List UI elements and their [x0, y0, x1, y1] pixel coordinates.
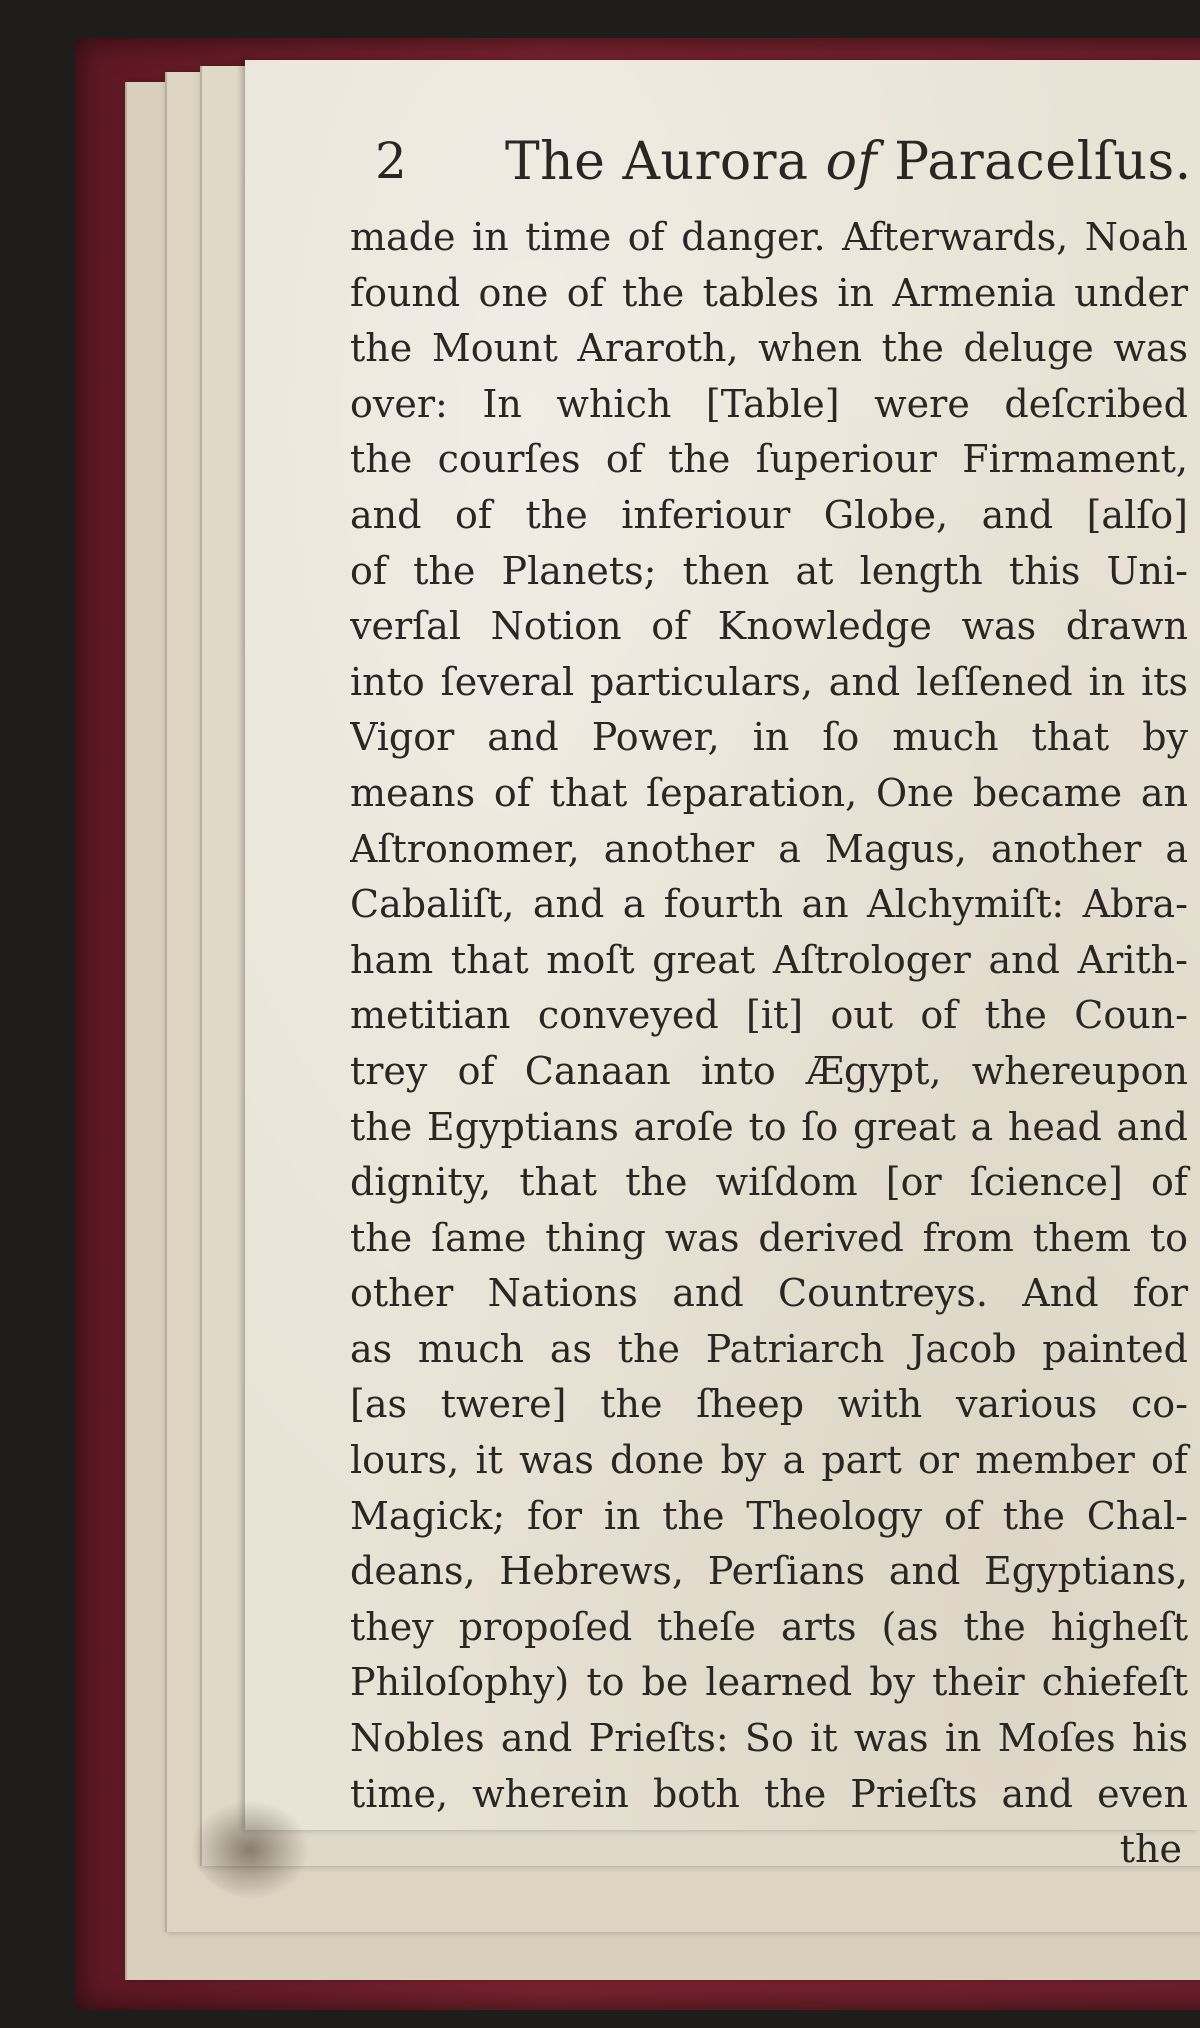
text-line: the courſes of the ſuperiour Firmament,: [350, 437, 1188, 482]
running-title-end: Paracelſus.: [877, 132, 1192, 192]
text-line: Vigor and Power, in ſo much that by: [350, 715, 1188, 760]
catchword: the: [1119, 1827, 1182, 1872]
text-line: as much as the Patriarch Jacob painted: [350, 1326, 1188, 1371]
text-line: verſal Notion of Knowledge was drawn: [350, 604, 1188, 649]
running-title-of: of: [825, 132, 878, 192]
text-line: of the Planets; then at length this Uni-: [350, 548, 1188, 593]
text-line: time, wherein both the Prieſts and even: [350, 1771, 1188, 1816]
text-line: Nobles and Prieſts: So it was in Moſes his: [350, 1716, 1188, 1761]
text-line: [as twere] the ſheep with various co-: [350, 1382, 1188, 1427]
text-line: lours, it was done by a part or member of: [350, 1438, 1188, 1483]
text-line: metitian conveyed [it] out of the Coun-: [350, 993, 1188, 1038]
text-line: they propoſed theſe arts (as the higheſt: [350, 1604, 1188, 1649]
text-line: Magick; for in the Theology of the Chal-: [350, 1493, 1188, 1538]
body-text: [350, 210, 1200, 1878]
text-line: means of that ſeparation, One became an: [350, 770, 1188, 815]
text-line: Cabaliſt, and a fourth an Alchymiſt: Abra-: [350, 882, 1188, 927]
text-line: deans, Hebrews, Perſians and Egyptians,: [350, 1549, 1188, 1594]
text-line: into ſeveral particulars, and leſſened in its: [350, 659, 1188, 704]
text-line: the Mount Araroth, when the deluge was: [350, 326, 1188, 371]
running-title: [505, 132, 1192, 192]
text-line: trey of Canaan into Ægypt, whereupon: [350, 1048, 1188, 1093]
text-line: found one of the tables in Armenia under: [350, 270, 1188, 315]
text-line: ham that moſt great Aſtrologer and Arith-: [350, 937, 1188, 982]
page-number: 2: [375, 132, 407, 190]
text-line: Aſtronomer, another a Magus, another a: [350, 826, 1188, 871]
running-title-start: The Aurora: [505, 132, 826, 192]
text-line: and of the inferiour Globe, and [alſo]: [350, 492, 1188, 537]
text-line: the Egyptians aroſe to ſo great a head and: [350, 1104, 1188, 1149]
text-line: Philoſophy) to be learned by their chiefeſt: [350, 1660, 1188, 1705]
text-line: other Nations and Countreys. And for: [350, 1271, 1188, 1316]
text-line: the ſame thing was derived from them to: [350, 1215, 1188, 1260]
page-header: [375, 132, 1195, 202]
text-line: dignity, that the wiſdom [or ſcience] of: [350, 1160, 1188, 1205]
text-line: over: In which [Table] were deſcribed: [350, 381, 1188, 426]
text-line: made in time of danger. Afterwards, Noah: [350, 215, 1188, 259]
